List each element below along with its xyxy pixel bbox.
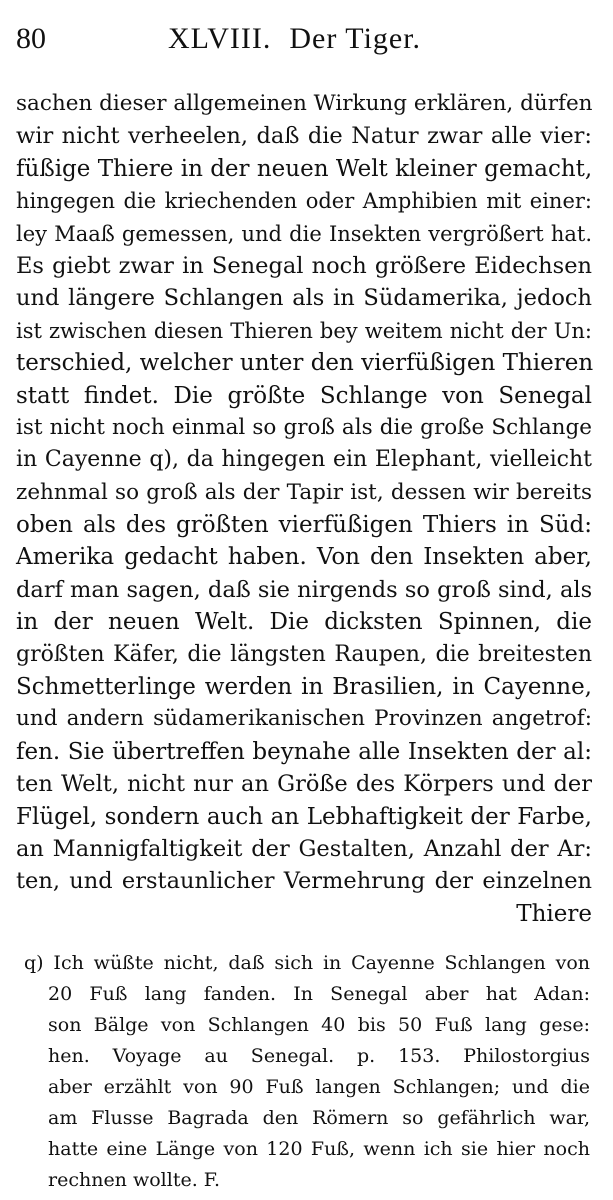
footnote-line: son Bälge von Schlangen 40 bis 50 Fuß lang gese: <box>48 1014 590 1036</box>
footnote-line: hen. Voyage au Senegal. p. 153. Philostorgius <box>48 1045 590 1067</box>
body-line: ist zwischen diesen Thieren bey weitem nicht der Un: <box>16 318 592 343</box>
running-head <box>168 22 421 56</box>
chapter-title: Der Tiger. <box>289 22 422 55</box>
page-number: 80 <box>16 22 46 55</box>
footnote-line: 20 Fuß lang fanden. In Senegal aber hat Adan: <box>48 983 590 1005</box>
footnote-line: am Flusse Bagrada den Römern so gefährlich war, <box>48 1107 590 1129</box>
chapter-number: XLVIII. <box>168 22 272 55</box>
body-line: Flügel, sondern auch an Lebhaftigkeit der Farbe, <box>16 803 592 830</box>
body-line: und längere Schlangen als in Südamerika, jedoch <box>16 285 592 312</box>
footnote-line: aber erzählt von 90 Fuß langen Schlangen; und die <box>48 1076 590 1098</box>
body-line: größten Käfer, die längsten Raupen, die breitesten <box>16 641 592 667</box>
body-line: in der neuen Welt. Die dicksten Spinnen, die <box>16 609 592 636</box>
body-line: hingegen die kriechenden oder Amphibien mit einer: <box>16 189 592 214</box>
body-line: ten Welt, nicht nur an Größe des Körpers und der <box>16 771 592 798</box>
body-line: darf man sagen, daß sie nirgends so groß sind, als <box>16 576 593 603</box>
body-line: an Mannigfaltigkeit der Gestalten, Anzahl der Ar: <box>16 835 592 862</box>
body-line: Es giebt zwar in Senegal noch größere Eidechsen <box>16 252 592 279</box>
body-line: füßige Thiere in der neuen Welt kleiner gemacht, <box>16 155 593 182</box>
body-line: sachen dieser allgemeinen Wirkung erklären, dürfen <box>16 91 593 116</box>
body-line: fen. Sie übertreffen beynahe alle Insekten der al: <box>16 738 592 765</box>
body-line: in Cayenne q), da hingegen ein Elephant, vielleicht <box>16 447 592 473</box>
body-line: wir nicht verheelen, daß die Natur zwar alle vier: <box>16 123 592 150</box>
body-line: Schmetterlinge werden in Brasilien, in Cayenne, <box>16 674 592 701</box>
body-line: zehnmal so groß als der Tapir ist, dessen wir bereits <box>16 479 592 505</box>
body-line: statt findet. Die größte Schlange von Senegal <box>16 382 592 409</box>
catchword: Thiere <box>516 900 592 927</box>
page-header <box>16 20 597 64</box>
body-line: ten, und erstaunlicher Vermehrung der einzelnen <box>16 868 592 895</box>
body-line: terschied, welcher unter den vierfüßigen Thieren <box>16 350 594 377</box>
body-line: ley Maaß gemessen, und die Insekten vergrößert hat. <box>16 221 592 246</box>
body-line: ist nicht noch einmal so groß als die große Schlange <box>16 414 592 440</box>
body-text <box>16 88 592 930</box>
footnote-line: rechnen wollte. F. <box>48 1169 221 1191</box>
footnote-line: q) Ich wüßte nicht, daß sich in Cayenne Schlangen von <box>24 952 590 974</box>
body-line: oben als des größten vierfüßigen Thiers in Süd: <box>16 512 592 539</box>
footnote <box>24 948 590 1196</box>
body-line: und andern südamerikanischen Provinzen angetrof: <box>16 706 592 732</box>
footnote-line: hatte eine Länge von 120 Fuß, wenn ich sie hier noch <box>48 1138 590 1160</box>
body-line: Amerika gedacht haben. Von den Insekten aber, <box>16 544 592 571</box>
